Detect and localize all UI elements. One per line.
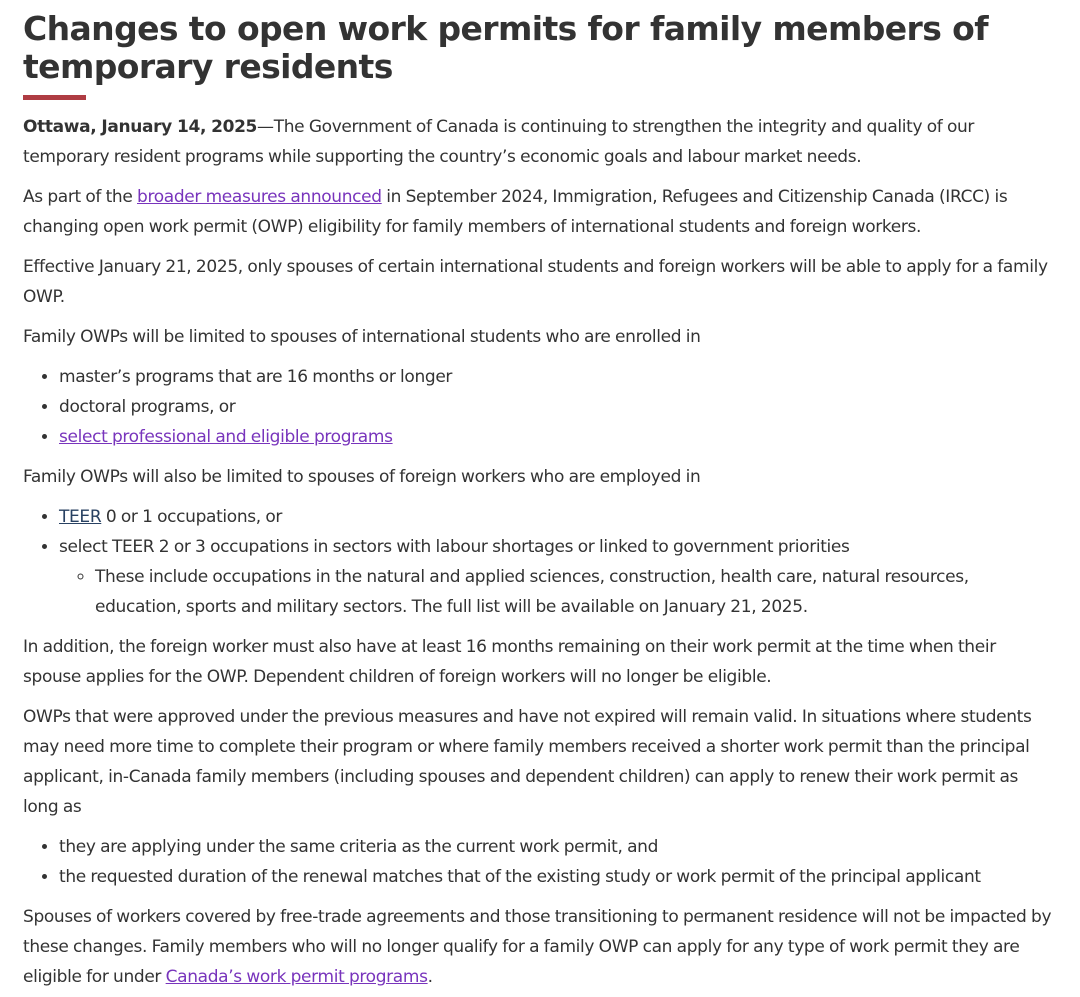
list-item: • master’s programs that are 16 months or longer: [59, 362, 1056, 392]
list-item: [59, 422, 1056, 452]
broader-measures-link[interactable]: broader measures announced: [137, 187, 382, 207]
list-item: [59, 532, 1056, 622]
paragraph-effective-date: Effective January 21, 2025, only spouses of certain international students and foreign workers will be able to apply for a family OWP.: [23, 257, 1048, 307]
p2-before: As part of the: [23, 187, 137, 207]
teer-item-text: 0 or 1 occupations, or: [101, 507, 283, 527]
paragraph-students-intro: Family OWPs will be limited to spouses of international students who are enrolled in: [23, 327, 701, 347]
intro-paragraph: [23, 112, 1056, 172]
list-item: [59, 502, 1056, 532]
p8-after: .: [427, 967, 433, 987]
renewal-conditions-list: [23, 832, 1056, 892]
sub-list-item: ◦ These include occupations in the natural and applied sciences, construction, health care, natural resources, education, sports and military sectors. The full list will be available on January 21, 2025.: [95, 562, 1056, 622]
p8-text: Spouses of workers covered by free-trade agreements and those transitioning to permanent residence will not be impacted by these changes. Family members who will no longer qualify for a family OWP can apply for any type of work permit they are eligible for under: [23, 907, 1052, 987]
paragraph-renewals: OWPs that were approved under the previous measures and have not expired will remain valid. In situations where students may need more time to complete their program or where family members received a shorter work permit than the principal applicant, in-Canada family members (including spouses and dependent children) can apply to renew their work permit as long as: [23, 707, 1032, 817]
paragraph-workers-intro: Family OWPs will also be limited to spouses of foreign workers who are employed in: [23, 467, 701, 487]
select-professional-programs-link[interactable]: select professional and eligible programs: [59, 427, 393, 447]
title-underline-accent: [23, 95, 86, 100]
list-item: • the requested duration of the renewal matches that of the existing study or work permit of the principal applicant: [59, 862, 1056, 892]
page-title: Changes to open work permits for family members of temporary residents: [23, 9, 988, 86]
paragraph-broader-measures: [23, 182, 1056, 242]
sub-list: [59, 562, 1056, 622]
students-eligibility-list: [23, 362, 1056, 452]
workers-eligibility-list: [23, 502, 1056, 622]
list-item: • they are applying under the same criteria as the current work permit, and: [59, 832, 1056, 862]
work-permit-programs-link[interactable]: Canada’s work permit programs: [165, 967, 428, 987]
p2-after: in September 2024, Immigration, Refugees and Citizenship Canada (IRCC) is changing open work permit (OWP) eligibility for family members of international students and foreign workers.: [23, 187, 1008, 237]
list-item: • doctoral programs, or: [59, 392, 1056, 422]
paragraph-exemptions: [23, 902, 1056, 992]
paragraph-additional-requirement: In addition, the foreign worker must also have at least 16 months remaining on their work permit at the time when their spouse applies for the OWP. Dependent children of foreign workers will no longer be eligible.: [23, 637, 996, 687]
intro-text: —The Government of Canada is continuing to strengthen the integrity and quality of our temporary resident programs while supporting the country’s economic goals and labour market needs.: [23, 117, 975, 167]
teer-link[interactable]: TEER: [59, 507, 102, 527]
teer-2-3-item-text: select TEER 2 or 3 occupations in sectors with labour shortages or linked to government priorities: [59, 537, 850, 557]
dateline: Ottawa, January 14, 2025: [23, 117, 258, 137]
